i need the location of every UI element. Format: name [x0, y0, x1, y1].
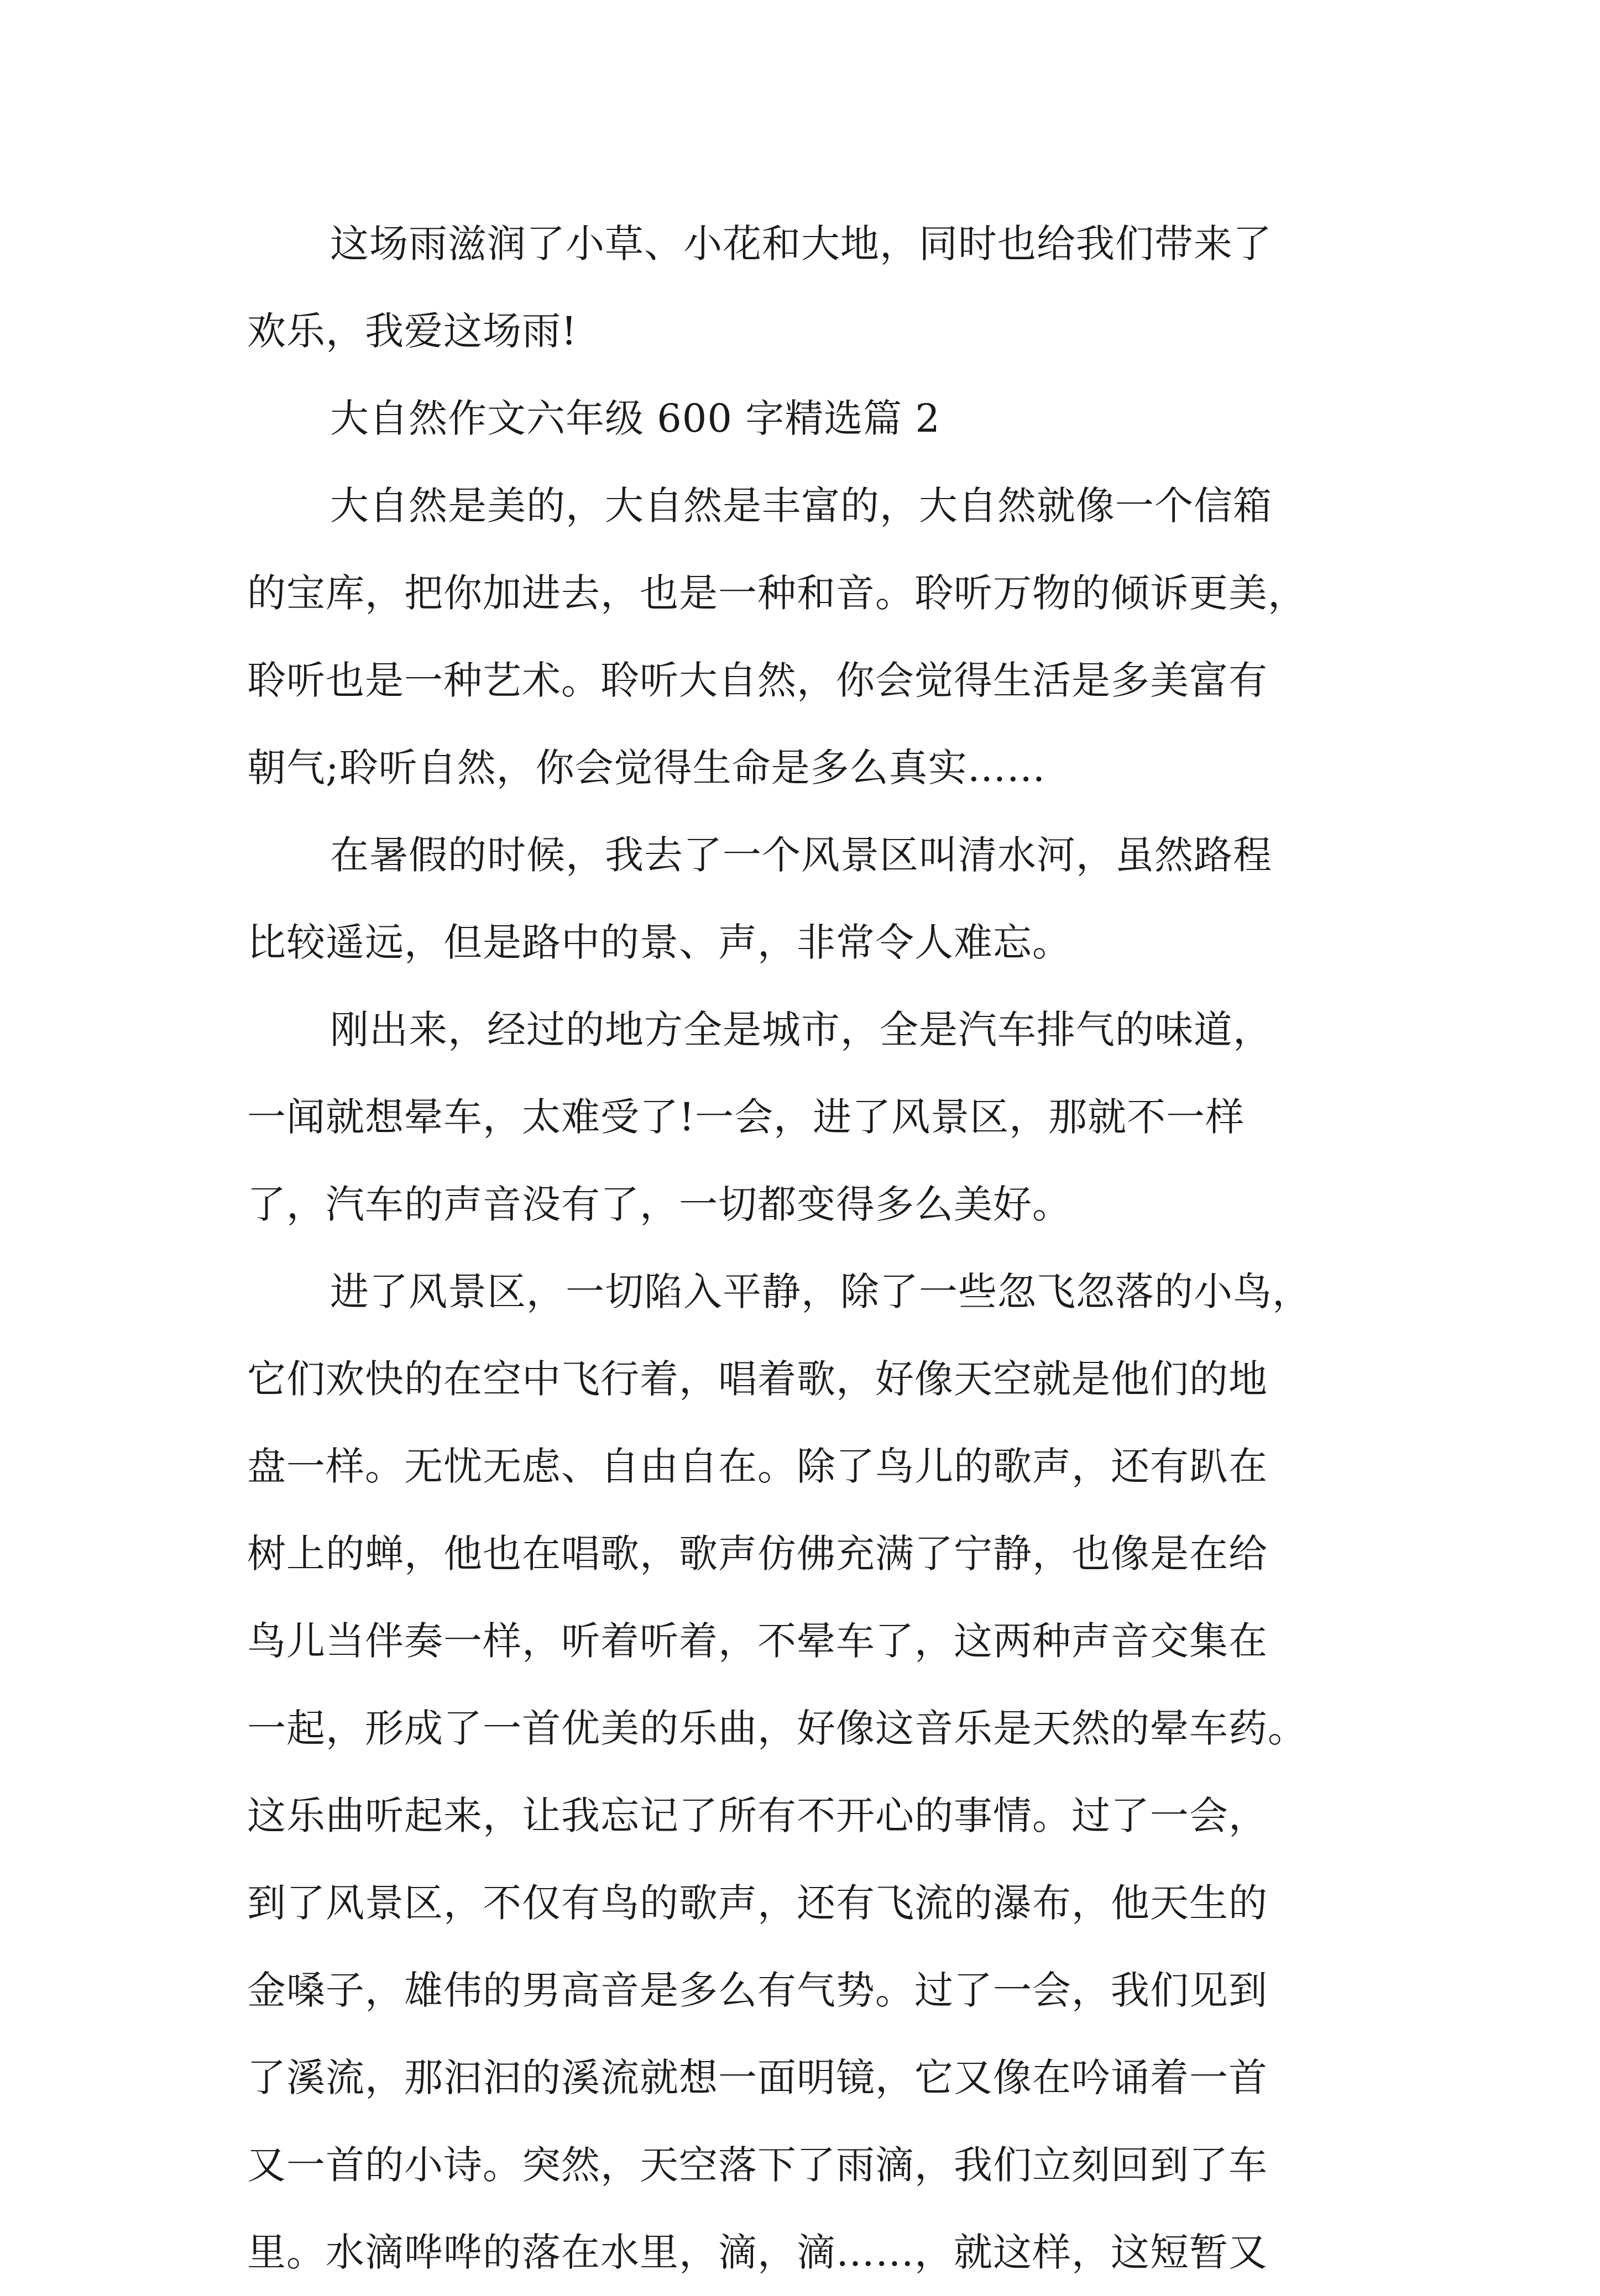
- paragraph-line: 了溪流，那汩汩的溪流就想一面明镜，它又像在吟诵着一首: [247, 2055, 1268, 2100]
- paragraph-line: 这乐曲听起来，让我忘记了所有不开心的事情。过了一会，: [247, 1793, 1268, 1838]
- section-heading: 大自然作文六年级 600 字精选篇 2: [330, 396, 940, 441]
- paragraph-line: 里。水滴哗哗的落在水里，滴，滴……，就这样，这短暂又: [247, 2230, 1268, 2275]
- paragraph-line: 比较遥远，但是路中的景、声，非常令人难忘。: [247, 920, 1071, 965]
- paragraph-line: 鸟儿当伴奏一样，听着听着，不晕车了，这两种声音交集在: [247, 1618, 1268, 1664]
- paragraph-line: 盘一样。无忧无虑、自由自在。除了鸟儿的歌声，还有趴在: [247, 1444, 1268, 1489]
- paragraph-line: 大自然是美的，大自然是丰富的，大自然就像一个信箱: [330, 483, 1272, 528]
- paragraph-line: 它们欢快的在空中飞行着，唱着歌，好像天空就是他们的地: [247, 1356, 1268, 1402]
- paragraph-line: 欢乐，我爱这场雨!: [247, 308, 578, 354]
- paragraph-line: 聆听也是一种艺术。聆听大自然，你会觉得生活是多美富有: [247, 658, 1268, 703]
- paragraph-line: 了，汽车的声音没有了，一切都变得多么美好。: [247, 1182, 1071, 1227]
- paragraph-line: 这场雨滋润了小草、小花和大地，同时也给我们带来了: [330, 221, 1272, 266]
- paragraph-line: 在暑假的时候，我去了一个风景区叫清水河，虽然路程: [330, 832, 1272, 878]
- paragraph-line: 金嗓子，雄伟的男高音是多么有气势。过了一会，我们见到: [247, 1968, 1268, 2013]
- paragraph-line: 一起，形成了一首优美的乐曲，好像这音乐是天然的晕车药。: [247, 1706, 1307, 1751]
- paragraph-line: 刚出来，经过的地方全是城市，全是汽车排气的味道，: [330, 1007, 1272, 1052]
- essay-text: [247, 200, 1372, 2296]
- paragraph-line: 到了风景区，不仅有鸟的歌声，还有飞流的瀑布，他天生的: [247, 1880, 1268, 1926]
- paragraph-line: 又一首的小诗。突然，天空落下了雨滴，我们立刻回到了车: [247, 2142, 1268, 2188]
- paragraph-line: 进了风景区，一切陷入平静，除了一些忽飞忽落的小鸟，: [330, 1269, 1311, 1314]
- paragraph-line: 一闻就想晕车，太难受了!一会，进了风景区，那就不一样: [247, 1094, 1245, 1140]
- paragraph-line: 朝气;聆听自然，你会觉得生命是多么真实……: [247, 745, 1046, 790]
- paragraph-line: 树上的蝉，他也在唱歌，歌声仿佛充满了宁静，也像是在给: [247, 1531, 1268, 1576]
- paragraph-line: 的宝库，把你加进去，也是一种和音。聆听万物的倾诉更美，: [247, 570, 1307, 616]
